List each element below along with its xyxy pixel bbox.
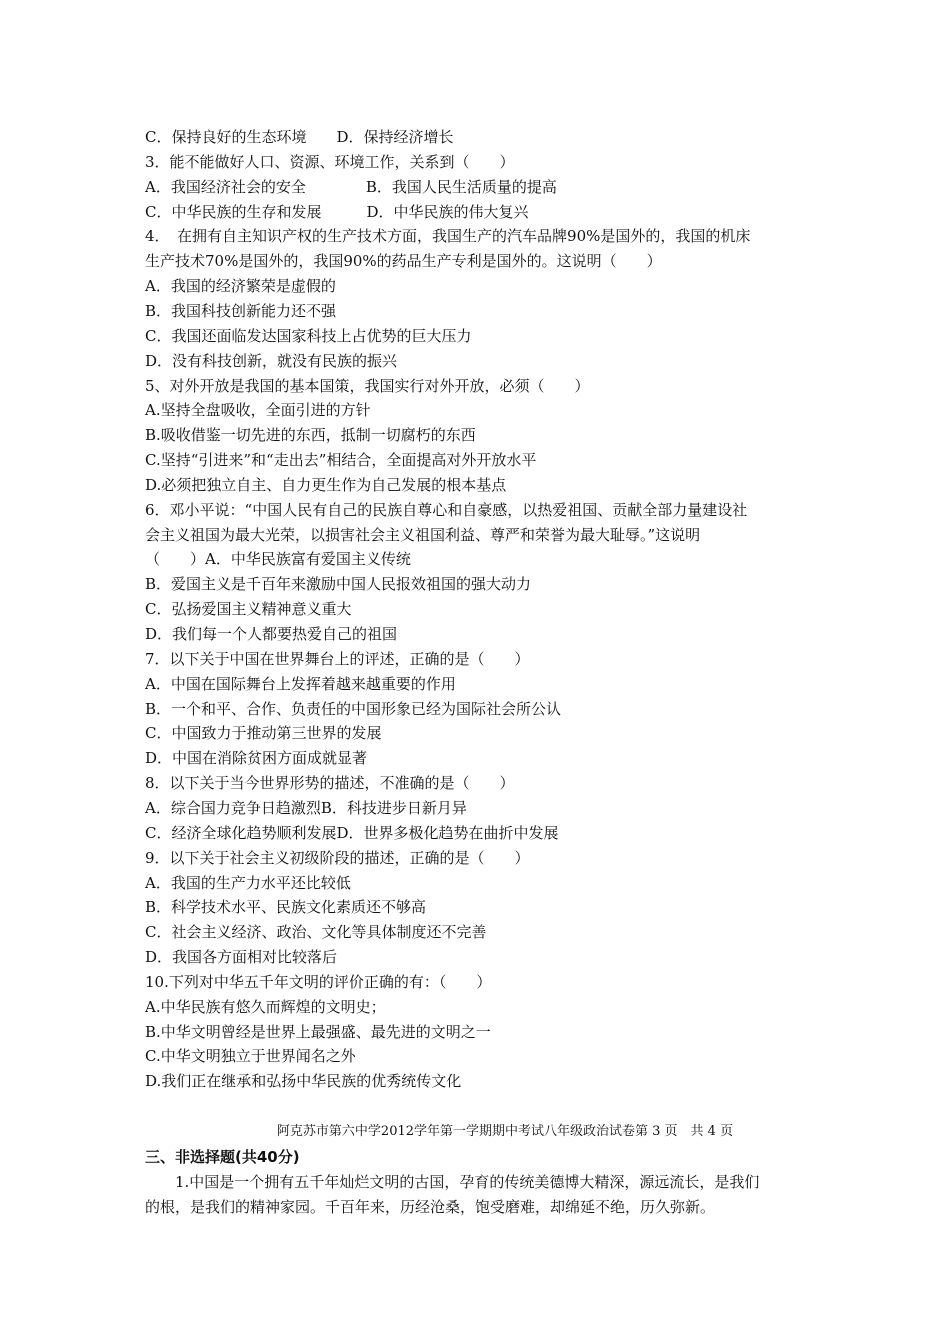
text-line: 会主义祖国为最大光荣，以损害社会主义祖国利益、尊严和荣誉为最大耻辱。”这说明 (145, 525, 701, 544)
text-line: 生产技术70%是国外的，我国90%的药品生产专利是国外的。这说明（ ） (145, 252, 662, 271)
text-line: D.我们正在继承和弘扬中华民族的优秀统传文化 (145, 1072, 462, 1091)
text-line: （ ）A．中华民族富有爱国主义传统 (145, 550, 411, 569)
text-line: 6．邓小平说：“中国人民有自己的民族自尊心和自豪感，以热爱祖国、贡献全部力量建设社 (145, 500, 748, 519)
text-line: A．我国的生产力水平还比较低 (145, 873, 351, 892)
text-line: C.坚持“引进来”和“走出去”相结合，全面提高对外开放水平 (145, 451, 537, 470)
text-line: C．保持良好的生态环境 D．保持经济增长 (145, 128, 454, 146)
text-line: A．我国经济社会的安全 B．我国人民生活质量的提高 (145, 177, 557, 196)
text-line: 3．能不能做好人口、资源、环境工作，关系到（ ） (145, 152, 515, 171)
text-line: B．爱国主义是千百年来激励中国人民报效祖国的强大动力 (145, 575, 532, 594)
text-line: D．我国各方面相对比较落后 (145, 948, 338, 967)
text-line: C.中华文明独立于世界闻名之外 (145, 1047, 356, 1066)
text-line: D．中国在消除贫困方面成就显著 (145, 749, 368, 768)
paragraph-line: 的根，是我们的精神家园。千百年来，历经沧桑，饱受磨难，却绵延不绝，历久弥新。 (145, 1198, 716, 1216)
text-line: B.中华文明曾经是世界上最强盛、最先进的文明之一 (145, 1022, 491, 1041)
text-line: 5、对外开放是我国的基本国策，我国实行对外开放，必须（ ） (145, 376, 590, 395)
text-line: A．综合国力竞争日趋激烈B．科技进步日新月异 (145, 798, 467, 817)
paragraph-line: 1.中国是一个拥有五千年灿烂文明的古国，孕育的传统美德博大精深，源远流长，是我们 (145, 1173, 760, 1191)
text-line: B.吸收借鉴一切先进的东西，抵制一切腐朽的东西 (145, 426, 476, 445)
text-line: 4． 在拥有自主知识产权的生产技术方面，我国生产的汽车品牌90%是国外的，我国的机床 (145, 227, 751, 246)
page-footer: 阿克苏市第六中学2012学年第一学期期中考试八年级政治试卷第 3 页 共 4 页 (276, 1124, 734, 1139)
text-line: C．弘扬爱国主义精神意义重大 (145, 600, 352, 619)
text-line: A.中华民族有悠久而辉煌的文明史； (145, 997, 386, 1016)
text-line: B．一个和平、合作、负责任的中国形象已经为国际社会所公认 (145, 699, 562, 718)
text-line: 10.下列对中华五千年文明的评价正确的有：（ ） (145, 972, 492, 991)
text-line: D．我们每一个人都要热爱自己的祖国 (145, 625, 398, 643)
text-line: B．科学技术水平、民族文化素质还不够高 (145, 898, 427, 917)
text-line: C．中华民族的生存和发展 D．中华民族的伟大复兴 (145, 202, 529, 221)
text-line: A．中国在国际舞台上发挥着越来越重要的作用 (145, 674, 456, 693)
text-line: 8．以下关于当今世界形势的描述，不准确的是（ ） (145, 774, 515, 793)
text-line: 7．以下关于中国在世界舞台上的评述，正确的是（ ） (145, 649, 530, 668)
text-line: B．我国科技创新能力还不强 (145, 301, 337, 320)
text-line: C．中国致力于推动第三世界的发展 (145, 724, 382, 743)
section-title: 三、非选择题(共40分) (145, 1148, 300, 1166)
text-line: 9．以下关于社会主义初级阶段的描述，正确的是（ ） (145, 848, 530, 867)
text-line: A.坚持全盘吸收，全面引进的方针 (145, 401, 371, 420)
text-line: C．我国还面临发达国家科技上占优势的巨大压力 (145, 326, 472, 345)
text-line: C．经济全球化趋势顺利发展D．世界多极化趋势在曲折中发展 (145, 823, 559, 842)
text-line: D.必须把独立自主、自力更生作为自己发展的根本基点 (145, 475, 507, 494)
text-line: A．我国的经济繁荣是虚假的 (145, 277, 336, 296)
text-line: D．没有科技创新，就没有民族的振兴 (145, 351, 398, 370)
text-line: C．社会主义经济、政治、文化等具体制度还不完善 (145, 923, 487, 942)
